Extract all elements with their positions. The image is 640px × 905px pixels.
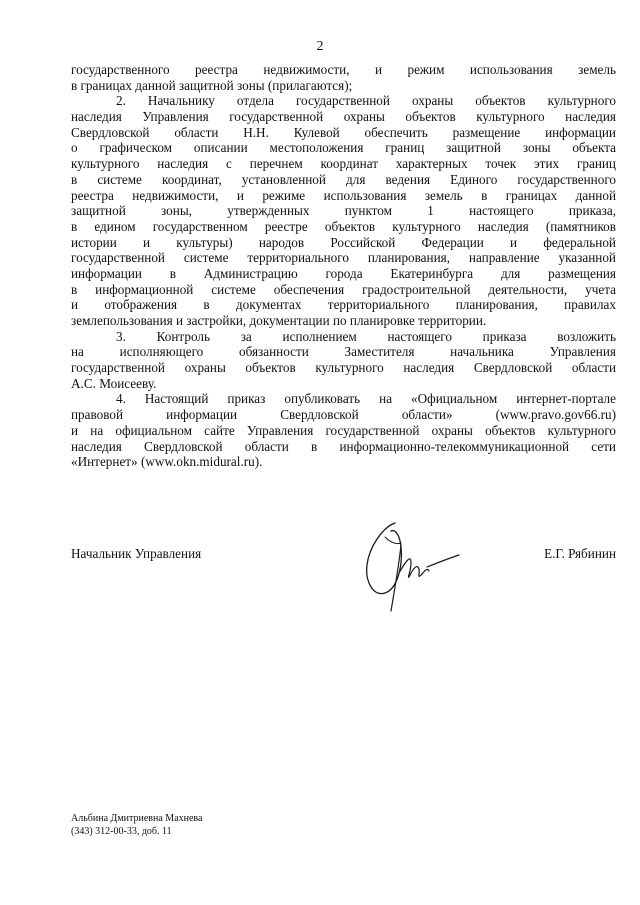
- text-line: информации в Администрацию города Екатеринбурга для размещения: [71, 265, 616, 281]
- text-line: реестра недвижимости, и режиме использования земель в границах данной: [71, 187, 616, 203]
- executor-name: Альбина Дмитриевна Махнева: [71, 813, 203, 824]
- text-line: землепользования и застройки, документации по планировке территории.: [71, 313, 487, 328]
- text-line: культурного наследия с перечнем координат характерных точек этих границ: [71, 156, 616, 172]
- text-line: и на официальном сайте Управления государственной охраны объектов культурного: [71, 422, 616, 438]
- text-line: государственной охраны объектов культурного наследия Свердловской области: [71, 360, 616, 376]
- signatory-name: Е.Г. Рябинин: [544, 546, 616, 561]
- paragraph-4-start: 4. Настоящий приказ опубликовать на «Официальном интернет-портале: [116, 391, 616, 407]
- text-line: в едином государственном реестре объектов культурного наследия (памятников: [71, 218, 616, 234]
- paragraph-2-start: 2. Начальнику отдела государственной охраны объектов культурного: [116, 93, 616, 109]
- executor-info: [71, 812, 202, 838]
- signature-block: [71, 545, 616, 565]
- text-line: «Интернет» (www.okn.midural.ru).: [71, 454, 263, 470]
- text-line: и отображения в документах территориального планирования, правилах: [71, 297, 616, 313]
- text-line: защитной зоны, утвержденных пунктом 1 настоящего приказа,: [71, 203, 616, 219]
- text-line: А.С. Моисееву.: [71, 375, 157, 391]
- text-line: государственного реестра недвижимости, и режим использования земель: [71, 62, 616, 77]
- text-line: в границах данной защитной зоны (прилагаются);: [71, 77, 353, 93]
- signatory-position: Начальник Управления: [71, 546, 202, 561]
- text-line: государственной системе территориального планирования, направление указанной: [71, 250, 616, 266]
- handwritten-signature: [355, 515, 465, 620]
- page-number: 2: [316, 39, 324, 54]
- executor-phone: (343) 312-00-33, доб. 11: [71, 826, 172, 837]
- text-line: Свердловской области Н.Н. Кулевой обеспечить размещение информации: [71, 124, 616, 140]
- text-line: о графическом описании местоположения границ защитной зоны объекта: [71, 140, 616, 156]
- text-line: наследия Свердловской области в информационно-телекоммуникационной сети: [71, 438, 616, 454]
- text-line: наследия Управления государственной охраны объектов культурного наследия: [71, 109, 616, 125]
- text-line: в системе координат, установленной для ведения Единого государственного: [71, 171, 616, 187]
- text-line: в информационной системе обеспечения градостроительной деятельности, учета: [71, 281, 616, 297]
- text-line: истории и культуры) народов Российской Федерации и федеральной: [71, 234, 616, 250]
- text-line: на исполняющего обязанности Заместителя начальника Управления: [71, 344, 616, 360]
- text-line: правовой информации Свердловской области» (www.pravo.gov66.ru): [71, 407, 616, 423]
- paragraph-3-start: 3. Контроль за исполнением настоящего приказа возложить: [116, 328, 616, 344]
- document-body: [71, 62, 616, 470]
